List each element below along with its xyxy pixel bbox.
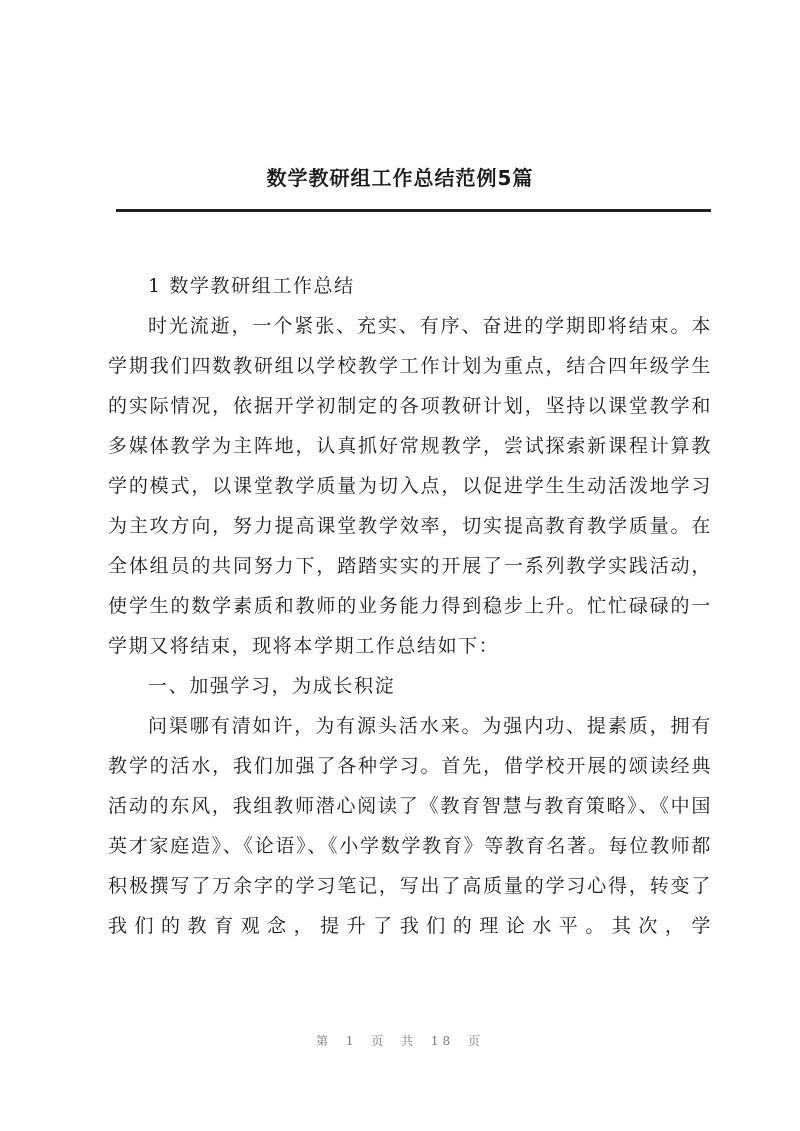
title-underline bbox=[116, 209, 711, 212]
paragraph: 问渠哪有清如许，为有源头活水来。为强内功、提素质，拥有教学的活水，我们加强了各种学习。首先，借学校开展的颂读经典活动的东风，我组教师潜心阅读了《教育智慧与教育策略》、《中国英才家庭造》、《论语》、《小学数学教育》等教育名著。每位教师都积极撰写了万余字的学习笔记，写出了高质量的学习心得，转变了我们的教育观念，提升了我们的理论水平。其次，学 bbox=[108, 715, 712, 937]
page-number: 第 1 页 共 18 页 bbox=[316, 1034, 484, 1048]
section-heading: 1 数学教研组工作总结 bbox=[148, 275, 355, 297]
paragraph: 时光流逝，一个紧张、充实、有序、奋进的学期即将结束。本学期我们四数教研组以学校教学工作计划为重点，结合四年级学生的实际情况，依据开学初制定的各项教研计划，坚持以课堂教学和多媒体教学为主阵地，认真抓好常规教学，尝试探索新课程计算教学的模式，以课堂教学质量为切入点，以促进学生生动活泼地学习为主攻方向，努力提高课堂教学效率，切实提高教育教学质量。在全体组员的共同努力下，踏踏实实的开展了一系列教学实践活动，使学生的数学素质和教师的业务能力得到稳步上升。忙忙碌碌的一学期又将结束，现将本学期工作总结如下： bbox=[108, 315, 712, 657]
document-title: 数学教研组工作总结范例5篇 bbox=[266, 166, 534, 190]
document-body bbox=[108, 266, 712, 946]
section-heading: 一、加强学习，为成长积淀 bbox=[148, 675, 396, 697]
